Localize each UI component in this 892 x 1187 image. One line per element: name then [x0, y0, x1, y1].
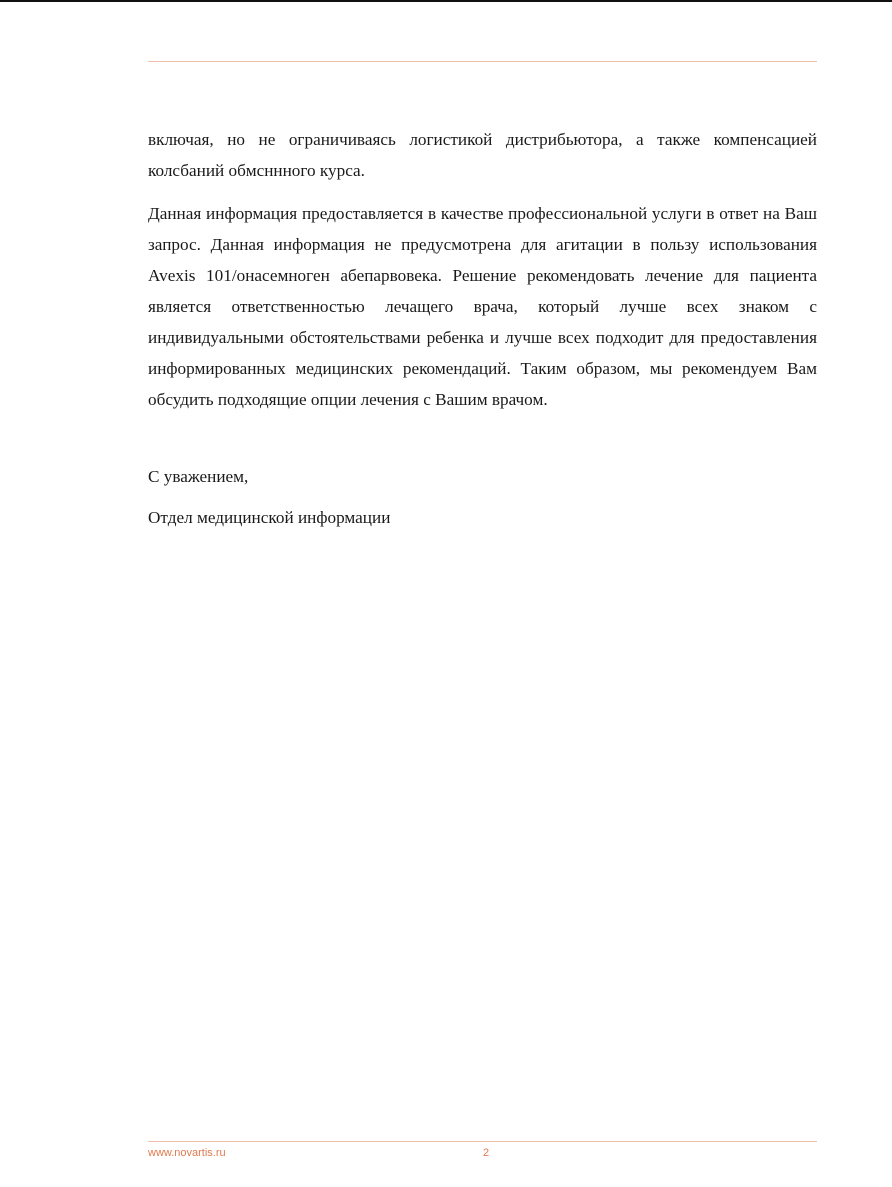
header-divider: [148, 61, 817, 62]
footer-website-link[interactable]: www.novartis.ru: [148, 1147, 226, 1159]
document-body: [148, 124, 817, 415]
body-paragraph-1: включая, но не ограничиваясь логистикой дистрибьютора, а также компенсацией колсбаний обмсннного курса.: [148, 130, 817, 180]
closing-line: С уважением,: [148, 467, 249, 486]
signature-department: Отдел медицинской информации: [148, 508, 391, 527]
page-number: 2: [483, 1147, 490, 1159]
footer-divider: [148, 1141, 817, 1142]
page-top-edge: [0, 0, 892, 2]
body-paragraph-2: Данная информация предоставляется в качестве профессиональной услуги в ответ на Ваш запрос. Данная информация не предусмотрена для агитации в пользу использования Avexis 101/онасемноген абепарвовека. Решение рекомендовать лечение для пациента является ответственностью лечащего врача, который лучше всех знаком с индивидуальными обстоятельствами ребенка и лучше всех подходит для предоставления информированных медицинских рекомендаций. Таким образом, мы рекомендуем Вам обсудить подходящие опции лечения с Вашим врачом.: [148, 204, 817, 409]
